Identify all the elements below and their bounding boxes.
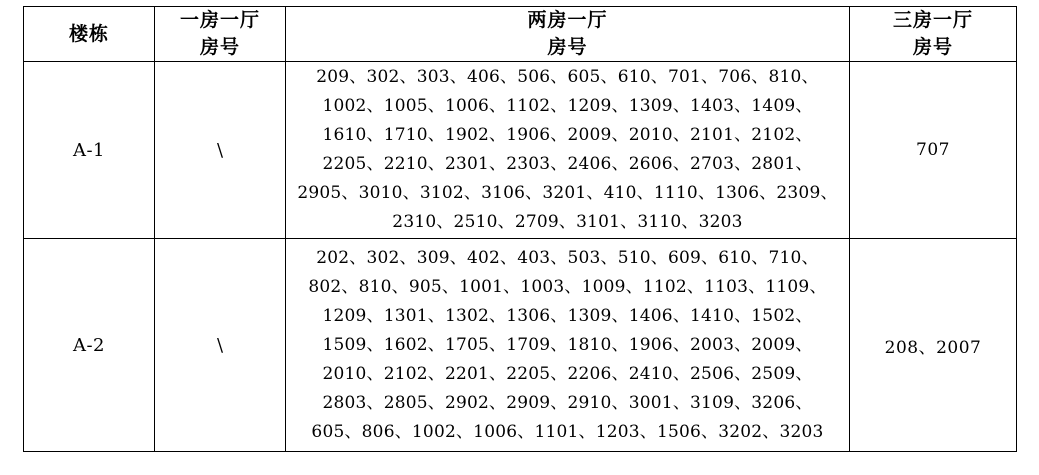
cell-two-room — [286, 239, 850, 452]
table-row — [24, 62, 1017, 239]
room-line: 202、302、309、402、403、503、510、609、610、710、 — [316, 247, 819, 268]
cell-three-room: 208、2007 — [850, 239, 1017, 452]
cell-one-room: \ — [155, 239, 286, 452]
cell-building: A-1 — [24, 62, 155, 239]
room-line: 1610、1710、1902、1906、2009、2010、2101、2102、 — [322, 125, 813, 145]
header-three-line2: 房号 — [912, 36, 953, 58]
header-building — [24, 7, 155, 62]
header-two-line1: 两房一厅 — [527, 9, 608, 31]
header-one-line2: 房号 — [199, 36, 240, 58]
header-three-line1: 三房一厅 — [892, 9, 973, 31]
room-line: 2905、3010、3102、3106、3201、410、1110、1306、2309、 — [297, 183, 838, 203]
room-line: 2010、2102、2201、2205、2206、2410、2506、2509、 — [322, 363, 813, 384]
room-line: 802、810、905、1001、1003、1009、1102、1103、1109、 — [308, 276, 827, 297]
document-page — [0, 6, 1039, 475]
room-line: 605、806、1002、1006、1101、1203、1506、3202、3203 — [311, 421, 824, 442]
room-line: 2310、2510、2709、3101、3110、3203 — [392, 212, 743, 232]
cell-three-room: 707 — [850, 62, 1017, 239]
room-number-table — [23, 6, 1017, 452]
cell-one-room: \ — [155, 62, 286, 239]
header-one-line1: 一房一厅 — [179, 9, 260, 31]
header-two-bed-one-living — [286, 7, 850, 62]
room-line: 209、302、303、406、506、605、610、701、706、810、 — [316, 67, 819, 87]
room-line: 1509、1602、1705、1709、1810、1906、2003、2009、 — [322, 334, 813, 355]
header-two-line2: 房号 — [547, 36, 588, 58]
table-row — [24, 239, 1017, 452]
room-line: 1002、1005、1006、1102、1209、1309、1403、1409、 — [322, 96, 813, 116]
header-building-line1: 楼栋 — [68, 22, 109, 45]
table-header-row — [24, 7, 1017, 62]
room-line: 2205、2210、2301、2303、2406、2606、2703、2801、 — [322, 154, 813, 174]
cell-building: A-2 — [24, 239, 155, 452]
cell-two-room — [286, 62, 850, 239]
room-line: 2803、2805、2902、2909、2910、3001、3109、3206、 — [322, 392, 813, 413]
header-one-bed-one-living — [155, 7, 286, 62]
room-line: 1209、1301、1302、1306、1309、1406、1410、1502、 — [322, 305, 813, 326]
header-three-bed-one-living — [850, 7, 1017, 62]
